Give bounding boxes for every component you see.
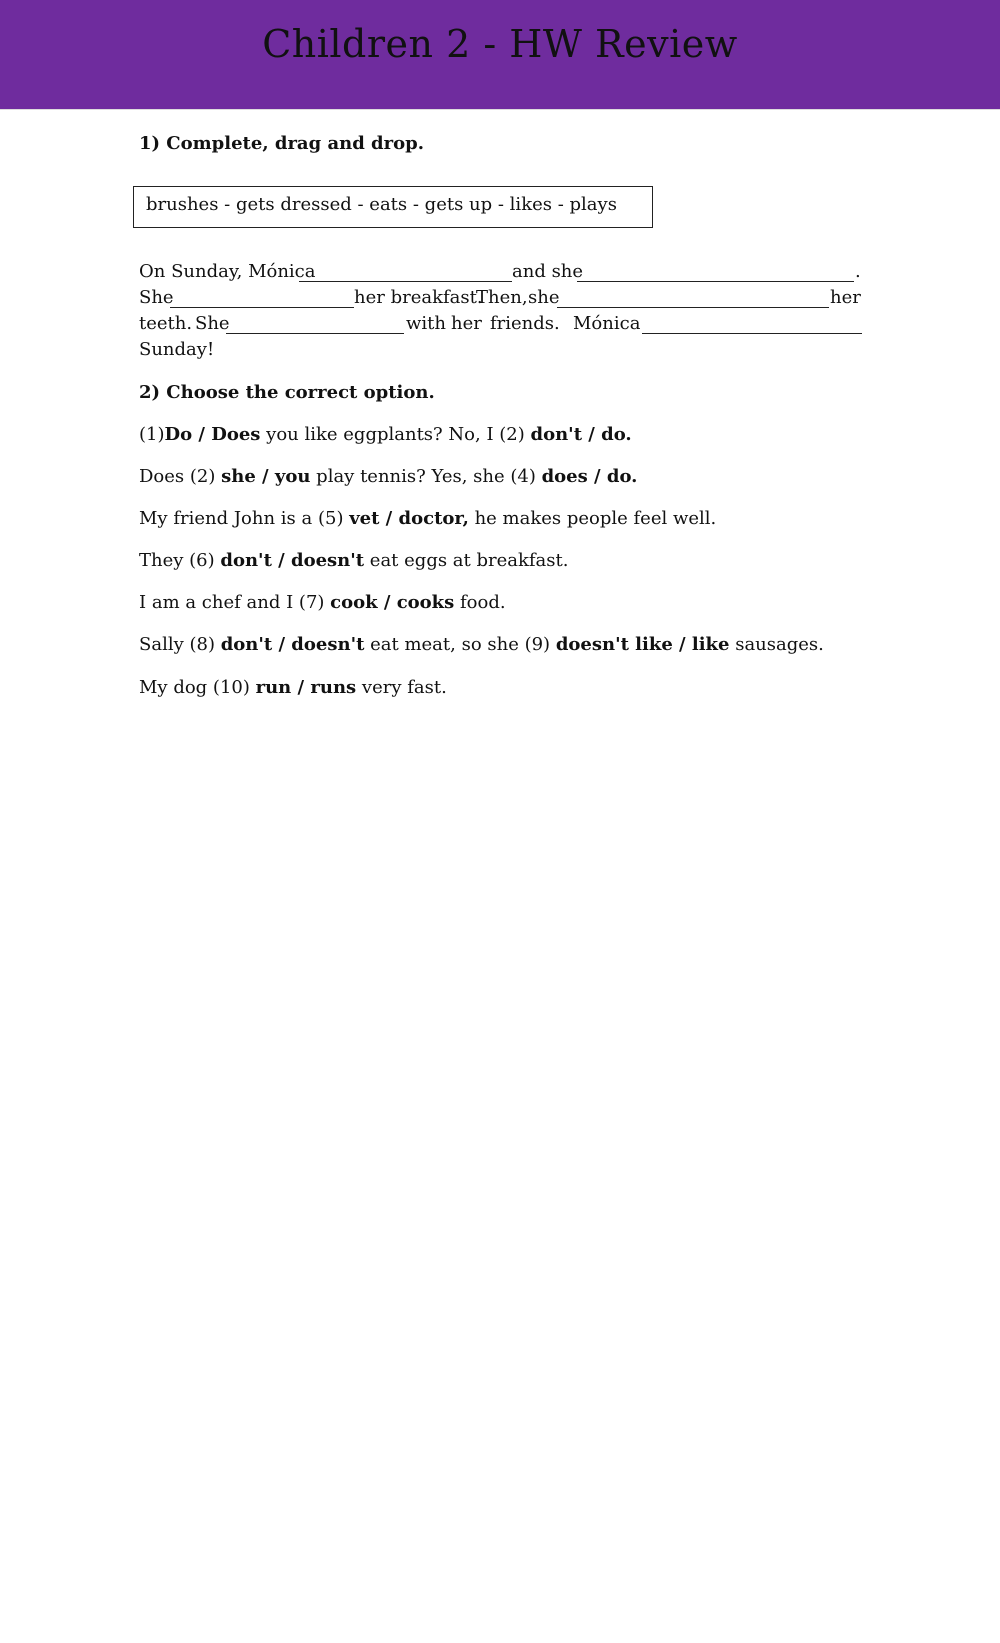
text-with: with [406, 313, 446, 334]
question-7 [139, 677, 447, 698]
text-her-2: her [451, 313, 482, 334]
q3-text-a: My friend John is a (5) [139, 508, 350, 529]
text-her: her [830, 287, 861, 308]
text-on-sunday: On Sunday, Mónica [139, 261, 316, 282]
blank-5[interactable] [226, 313, 404, 334]
q7-text-b: very fast. [356, 677, 447, 698]
text-her-breakfast: her breakfast. [354, 287, 483, 308]
fill-line-2 [139, 287, 864, 313]
blank-4[interactable] [557, 287, 829, 308]
q6-text-b: eat meat, so she (9) [364, 634, 556, 655]
q5-option[interactable]: cook / cooks [330, 592, 455, 613]
blank-1[interactable] [299, 261, 512, 282]
question-5 [139, 592, 506, 613]
section1-heading: 1) Complete, drag and drop. [139, 133, 424, 154]
q4-option[interactable]: don't / doesn't [220, 550, 365, 571]
fill-line-1 [139, 261, 864, 287]
q6-option-2[interactable]: doesn't like / like [555, 634, 730, 655]
text-and-she: and she [512, 261, 584, 282]
text-then: Then, [476, 287, 528, 308]
q5-text-b: food. [454, 592, 506, 613]
q6-text-a: Sally (8) [139, 634, 221, 655]
section2-heading: 2) Choose the correct option. [139, 382, 435, 403]
word-bank: brushes - gets dressed - eats - gets up - likes - plays [133, 186, 653, 228]
text-she-2: she [528, 287, 560, 308]
question-6 [139, 634, 824, 655]
q1-option-2[interactable]: don't / do. [530, 424, 632, 445]
q3-text-b: he makes people feel well. [468, 508, 717, 529]
q7-text-a: My dog (10) [139, 677, 256, 698]
q2-option-1[interactable]: she / you [221, 466, 311, 487]
text-teeth: teeth. [139, 313, 193, 334]
q1-text-a: (1) [139, 424, 165, 445]
q2-text-a: Does (2) [139, 466, 222, 487]
blank-3[interactable] [170, 287, 354, 308]
text-period: . [855, 261, 861, 282]
q4-text-a: They (6) [139, 550, 221, 571]
q4-text-b: eat eggs at breakfast. [364, 550, 569, 571]
text-she-3: She [195, 313, 230, 334]
q1-text-b: you like eggplants? No, I (2) [260, 424, 531, 445]
text-monica: Mónica [573, 313, 641, 334]
text-friends: friends. [490, 313, 560, 334]
title-banner [0, 0, 1000, 110]
question-4 [139, 550, 569, 571]
q6-text-c: sausages. [729, 634, 824, 655]
blank-2[interactable] [577, 261, 854, 282]
q7-option[interactable]: run / runs [255, 677, 357, 698]
blank-6[interactable] [642, 313, 862, 334]
q3-option[interactable]: vet / doctor, [349, 508, 469, 529]
q2-text-b: play tennis? Yes, she (4) [310, 466, 542, 487]
q5-text-a: I am a chef and I (7) [139, 592, 331, 613]
fill-line-3 [139, 313, 864, 339]
q1-option-1[interactable]: Do / Does [164, 424, 261, 445]
text-sunday: Sunday! [139, 339, 215, 360]
page-title: Children 2 - HW Review [262, 22, 738, 66]
q6-option-1[interactable]: don't / doesn't [220, 634, 365, 655]
question-1 [139, 424, 632, 445]
q2-option-2[interactable]: does / do. [541, 466, 638, 487]
question-2 [139, 466, 637, 487]
question-3 [139, 508, 716, 529]
fill-line-4 [139, 339, 864, 365]
text-she: She [139, 287, 174, 308]
